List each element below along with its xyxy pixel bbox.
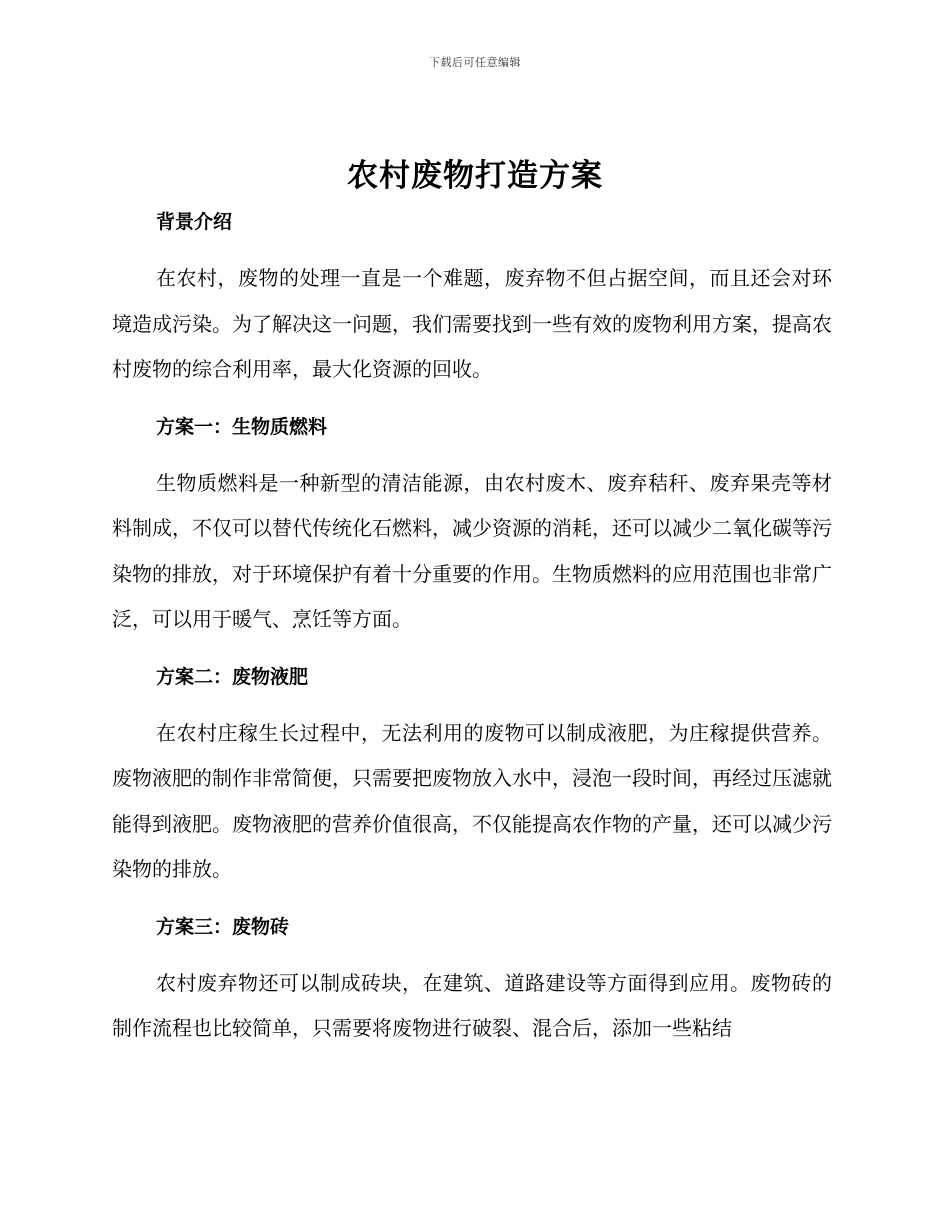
section-heading-plan-3: 方案三：废物砖 [156, 915, 290, 938]
section-heading-plan-2: 方案二：废物液肥 [156, 665, 309, 688]
section-paragraph-plan-2: 在农村庄稼生长过程中，无法利用的废物可以制成液肥，为庄稼提供营养。废物液肥的制作非常简便，只需要把废物放入水中，浸泡一段时间，再经过压滤就能得到液肥。废物液肥的营养价值很高，不仅能提高农作物的产量，还可以减少污染物的排放。 [112, 720, 832, 881]
section-paragraph-plan-3: 农村废弃物还可以制成砖块，在建筑、道路建设等方面得到应用。废物砖的制作流程也比较简单，只需要将废物进行破裂、混合后，添加一些粘结 [112, 970, 832, 1040]
section-heading-plan-1: 方案一：生物质燃料 [156, 415, 328, 438]
header-note: 下载后可任意编辑 [429, 56, 521, 69]
section-heading-background: 背景介绍 [156, 211, 233, 233]
document-body [112, 204, 832, 1052]
section-paragraph-background: 在农村，废物的处理一直是一个难题，废弃物不但占据空间，而且还会对环境造成污染。为了解决这一问题，我们需要找到一些有效的废物利用方案，提高农村废物的综合利用率，最大化资源的回收。 [112, 266, 832, 381]
section-paragraph-plan-1: 生物质燃料是一种新型的清洁能源，由农村废木、废弃秸秆、废弃果壳等材料制成，不仅可以替代传统化石燃料，减少资源的消耗，还可以减少二氧化碳等污染物的排放，对于环境保护有着十分重要的作用。生物质燃料的应用范围也非常广泛，可以用于暖气、烹饪等方面。 [112, 470, 832, 631]
document-title: 农村废物打造方案 [347, 158, 603, 194]
